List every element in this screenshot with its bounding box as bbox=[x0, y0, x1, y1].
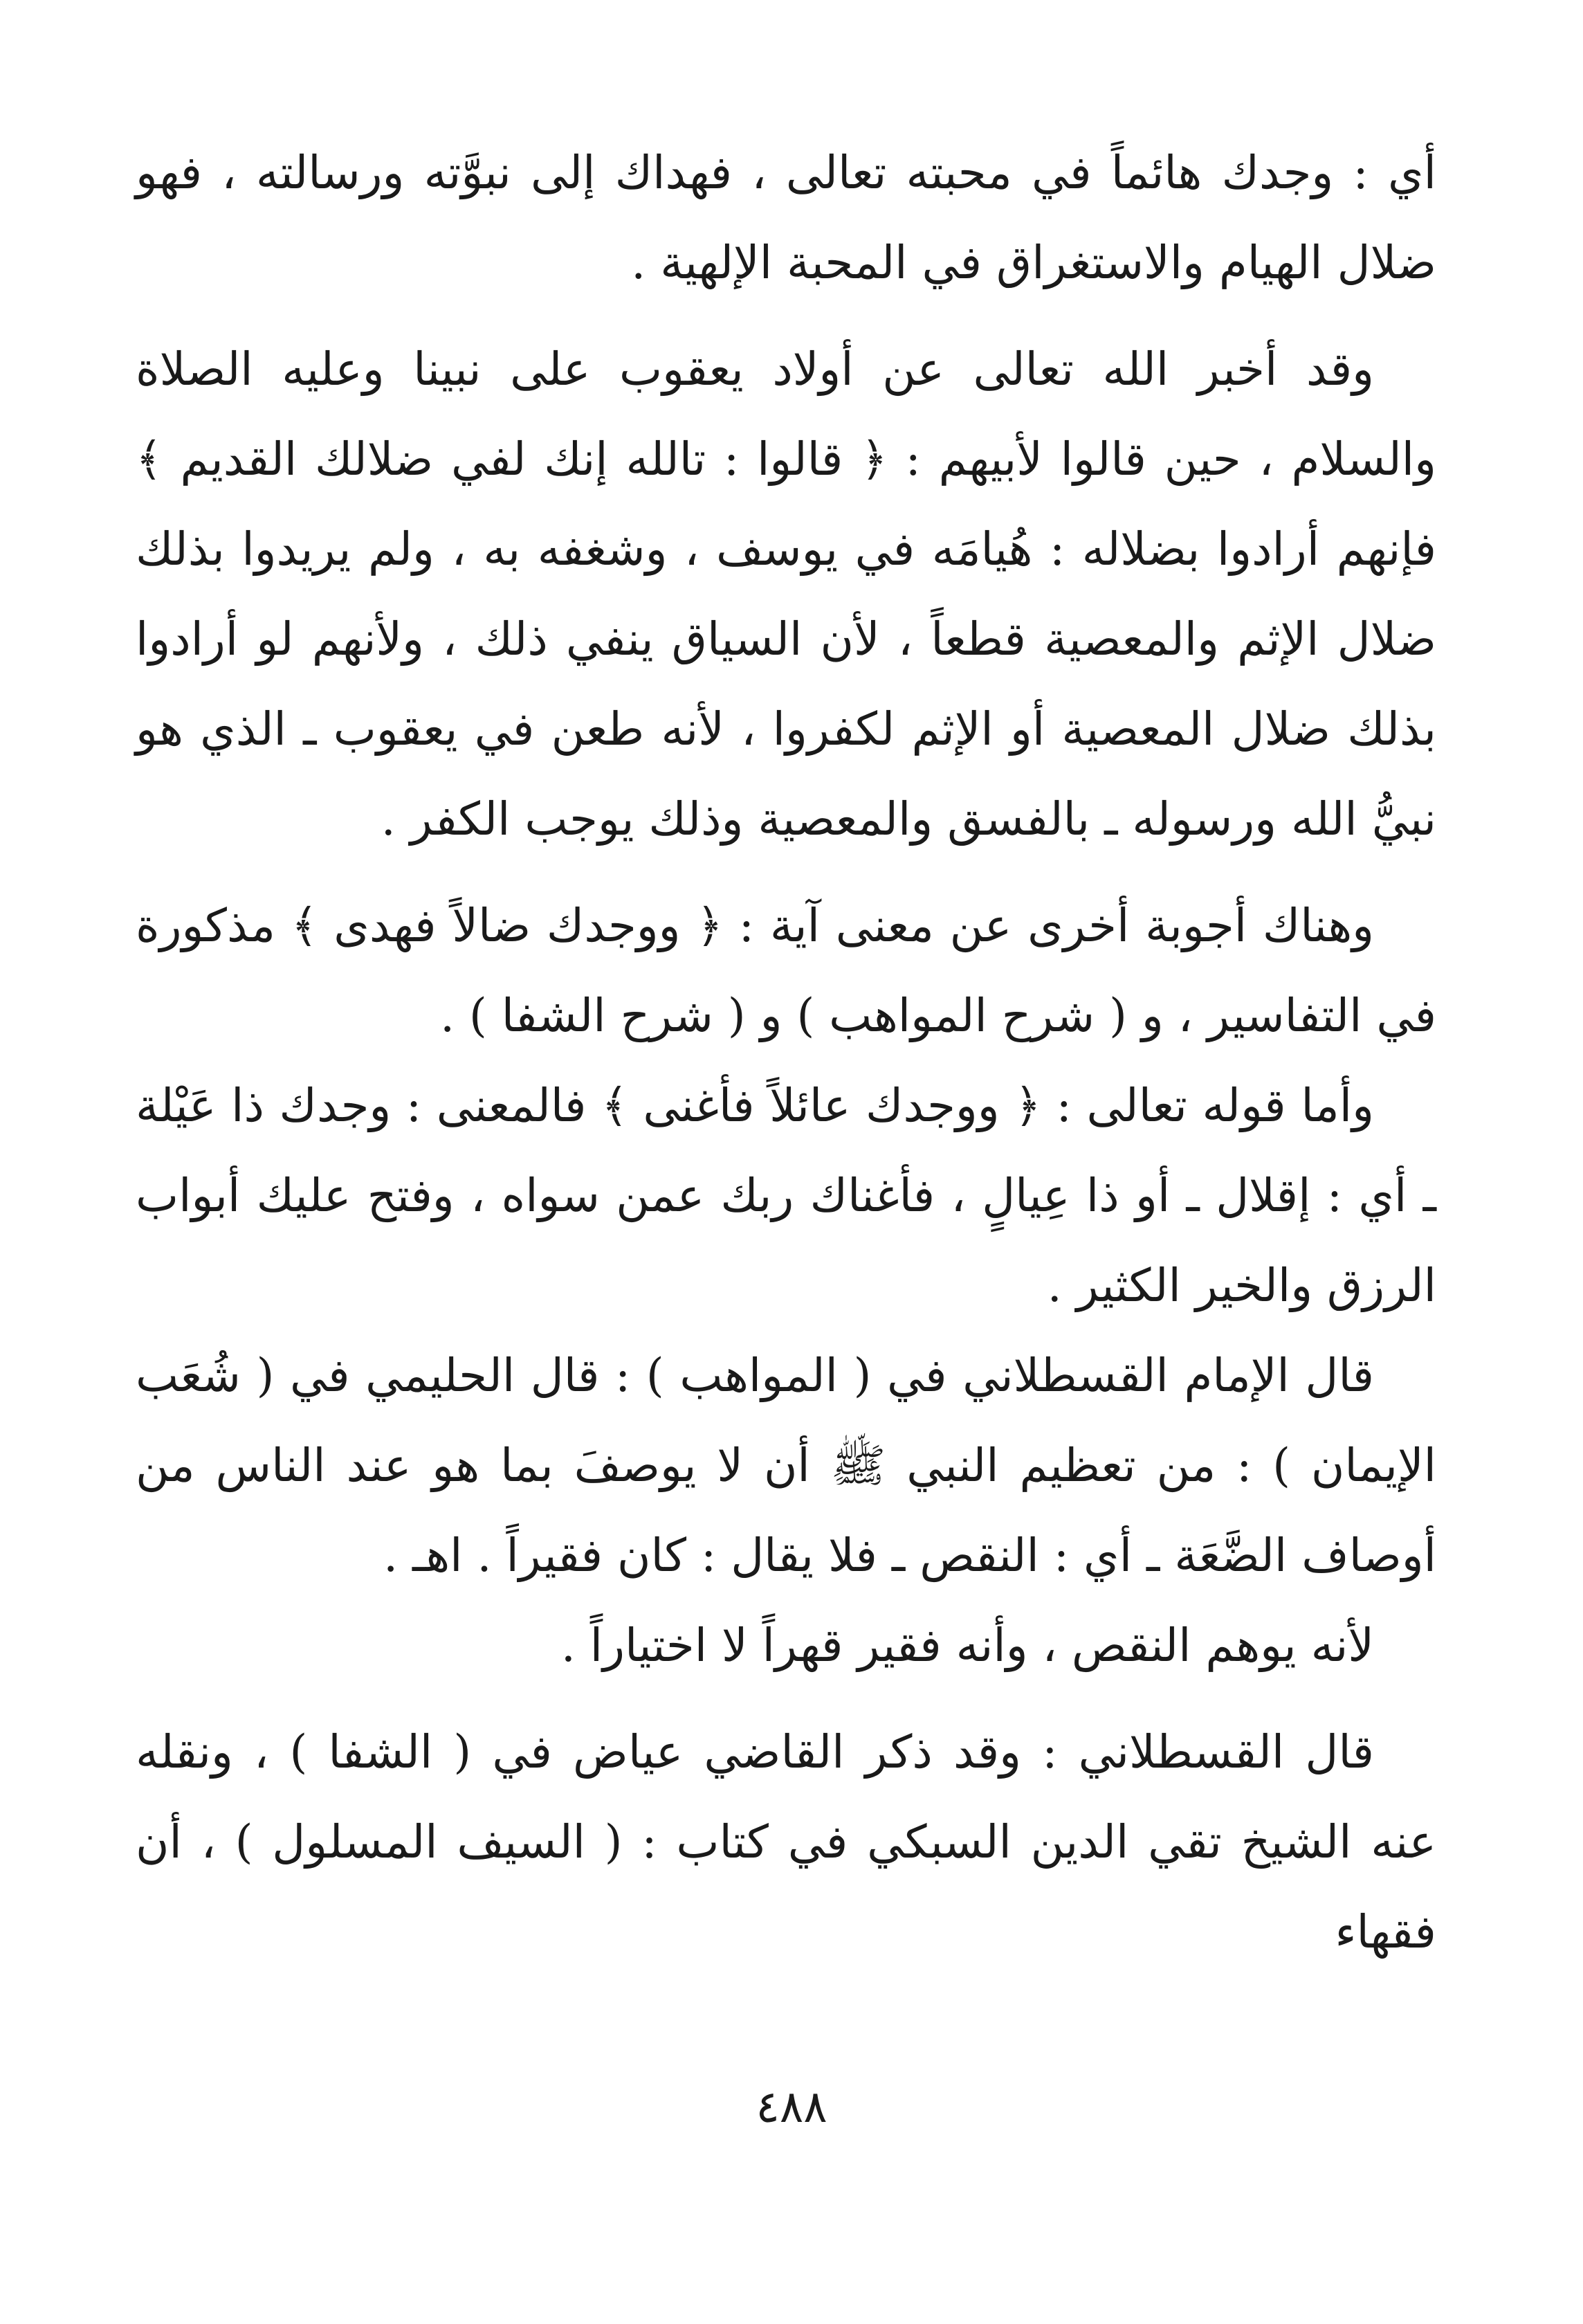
paragraph-3: وهناك أجوبة أخرى عن معنى آية : ﴿ ووجدك ضالاً فهدى ﴾ مذكورة في التفاسير ، و ( شرح المواهب ) و ( شرح الشفا ) . bbox=[136, 899, 1436, 1042]
paragraph-1: أي : وجدك هائماً في محبته تعالى ، فهداك إلى نبوَّته ورسالته ، فهو ضلال الهيام والاستغراق في المحبة الإلهية . bbox=[136, 146, 1436, 289]
paragraph-5: قال الإمام القسطلاني في ( المواهب ) : قال الحليمي في ( شُعَب الإيمان ) : من تعظيم النبي ﷺ أن لا يوصفَ بما هو عند الناس من أوصاف الضَّعَة ـ أي : النقص ـ فلا يقال : كان فقيراً . اهـ . bbox=[136, 1349, 1436, 1582]
page-number: ٤٨٨ bbox=[756, 2082, 827, 2133]
paragraph-6: لأنه يوهم النقص ، وأنه فقير قهراً لا اختياراً . bbox=[560, 1619, 1374, 1672]
paragraph-4: وأما قوله تعالى : ﴿ ووجدك عائلاً فأغنى ﴾ فالمعنى : وجدك ذا عَيْلة ـ أي : إقلال ـ أو ذا عِيالٍ ، فأغناك ربك عمن سواه ، وفتح عليك أبواب الرزق والخير الكثير . bbox=[136, 1079, 1436, 1312]
paragraph-7: قال القسطلاني : وقد ذكر القاضي عياض في ( الشفا ) ، ونقله عنه الشيخ تقي الدين السبكي في كتاب : ( السيف المسلول ) ، أن فقهاء bbox=[136, 1725, 1436, 1959]
page-body-text bbox=[136, 128, 1436, 1977]
paragraph-2: وقد أخبر الله تعالى عن أولاد يعقوب على نبينا وعليه الصلاة والسلام ، حين قالوا لأبيهم : ﴿ قالوا : تالله إنك لفي ضلالك القديم ﴾ فإنهم أرادوا بضلاله : هُيامَه في يوسف ، وشغفه به ، ولم يريدوا بذلك ضلال الإثم والمعصية قطعاً ، لأن السياق ينفي ذلك ، ولأنهم لو أرادوا بذلك ضلال المعصية أو الإثم لكفروا ، لأنه طعن في يعقوب ـ الذي هو نبيُّ الله ورسوله ـ بالفسق والمعصية وذلك يوجب الكفر . bbox=[136, 343, 1436, 846]
